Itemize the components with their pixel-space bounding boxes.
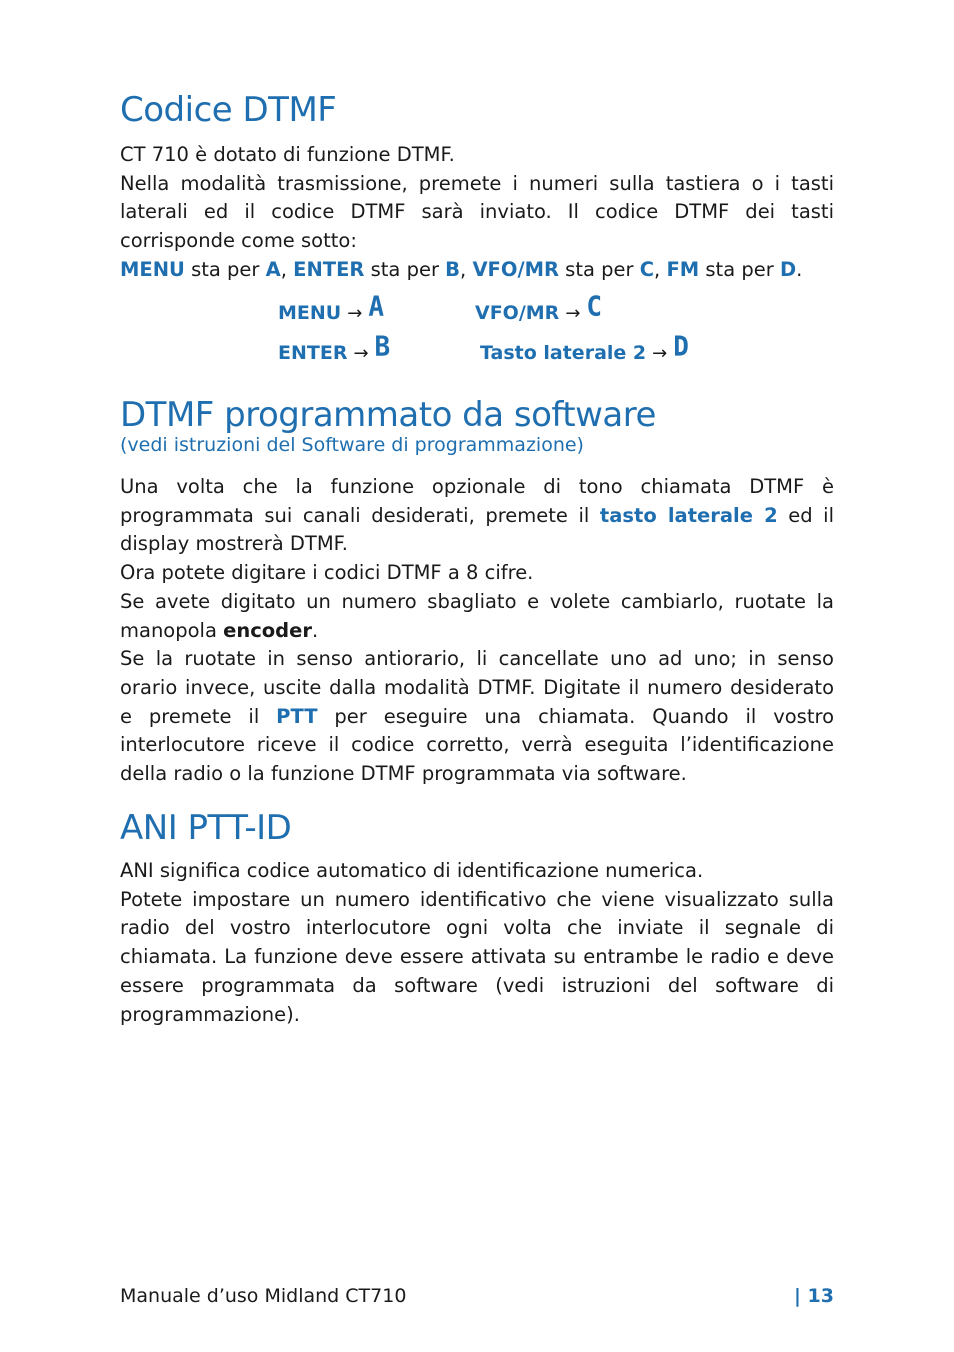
paragraph: Nella modalità trasmissione, premete i numeri sulla tastiera o i tasti laterali ed il codice DTMF sarà inviato. Il codice DTMF dei tasti corrisponde come sotto: xyxy=(120,171,834,253)
keyword-enter: ENTER xyxy=(293,257,365,281)
dtmf-software-body xyxy=(120,473,834,789)
mapping-tasto-laterale-2 xyxy=(480,331,689,366)
keyword-a: A xyxy=(265,257,281,281)
text: sta per xyxy=(699,257,780,281)
keyword-d: D xyxy=(779,257,797,281)
mapping-enter xyxy=(278,331,391,366)
text: sta per xyxy=(558,257,640,281)
codice-dtmf-body xyxy=(120,141,834,285)
section-subtitle: (vedi istruzioni del Software di programmazione) xyxy=(120,434,584,456)
section-title-ani-ptt-id: ANI PTT-ID xyxy=(120,808,292,848)
paragraph: Ora potete digitare i codici DTMF a 8 cifre. xyxy=(120,561,534,585)
mapping-key: Tasto laterale 2 xyxy=(480,342,647,364)
text: Se avete digitato un numero sbagliato e volete cambiarlo, ruotate la manopola xyxy=(120,589,834,642)
mapping-vfo-mr xyxy=(475,291,603,326)
lcd-code: D xyxy=(673,331,689,363)
paragraph: Potete impostare un numero identificativo che viene visualizzato sulla radio del vostro interlocutore ogni volta che inviate il segnale di chiamata. La funzione deve essere attivata su entrambe le radio e deve essere programmata da software (vedi istruzioni del software di programmazione). xyxy=(120,887,834,1026)
mapping-key: ENTER xyxy=(278,342,348,364)
section-title-dtmf-software: DTMF programmato da software xyxy=(120,395,656,435)
lcd-code: B xyxy=(374,331,391,363)
lcd-code: A xyxy=(368,291,384,323)
section-title-codice-dtmf: Codice DTMF xyxy=(120,90,337,130)
text: . xyxy=(311,618,319,642)
keyword-b: B xyxy=(445,257,461,281)
arrow-right-icon: → xyxy=(347,302,363,324)
footer-manual-title: Manuale d’uso Midland CT710 xyxy=(120,1285,407,1307)
text: . xyxy=(796,257,803,281)
arrow-right-icon: → xyxy=(353,342,369,364)
text: sta per xyxy=(184,257,266,281)
keyword-menu: MENU xyxy=(120,257,185,281)
dtmf-key-mapping xyxy=(278,291,738,376)
arrow-right-icon: → xyxy=(565,302,581,324)
paragraph: CT 710 è dotato di funzione DTMF. xyxy=(120,143,455,166)
keyword-vfo-mr: VFO/MR xyxy=(472,257,559,281)
text: Una volta che la funzione opzionale di tono chiamata DTMF è programmata sui canali desiderati, premete il xyxy=(120,475,834,527)
keyword-tasto-laterale-2: tasto laterale 2 xyxy=(599,503,778,527)
arrow-right-icon: → xyxy=(652,342,668,364)
text: Se la ruotate in senso antiorario, li cancellate uno ad uno; in senso orario invece, uscite dalla modalità DTMF. Digitate il numero desiderato e premete il xyxy=(120,647,834,728)
keyword-ptt: PTT xyxy=(276,704,318,728)
lcd-code: C xyxy=(586,291,603,323)
text: , xyxy=(654,257,667,281)
text: , xyxy=(280,257,294,281)
paragraph xyxy=(120,645,834,789)
keyword-c: C xyxy=(639,257,655,281)
text: per eseguire una chiamata. Quando il vostro interlocutore riceve il codice corretto, verrà eseguita l’identificazione della radio o la funzione DTMF programmata via software. xyxy=(120,704,834,786)
text: sta per xyxy=(364,257,446,281)
text: ed il display mostrerà DTMF. xyxy=(120,503,835,556)
keyword-encoder: encoder xyxy=(223,618,312,642)
ani-ptt-id-body xyxy=(120,857,834,1029)
paragraph xyxy=(120,588,834,645)
page-number: | 13 xyxy=(794,1285,834,1307)
mapping-key: VFO/MR xyxy=(475,302,560,324)
paragraph: ANI significa codice automatico di identificazione numerica. xyxy=(120,859,704,882)
paragraph xyxy=(120,473,834,559)
keyword-fm: FM xyxy=(666,257,700,281)
mapping-menu xyxy=(278,291,384,326)
text: , xyxy=(460,257,473,281)
key-mapping-sentence xyxy=(120,256,834,285)
mapping-key: MENU xyxy=(278,302,342,324)
